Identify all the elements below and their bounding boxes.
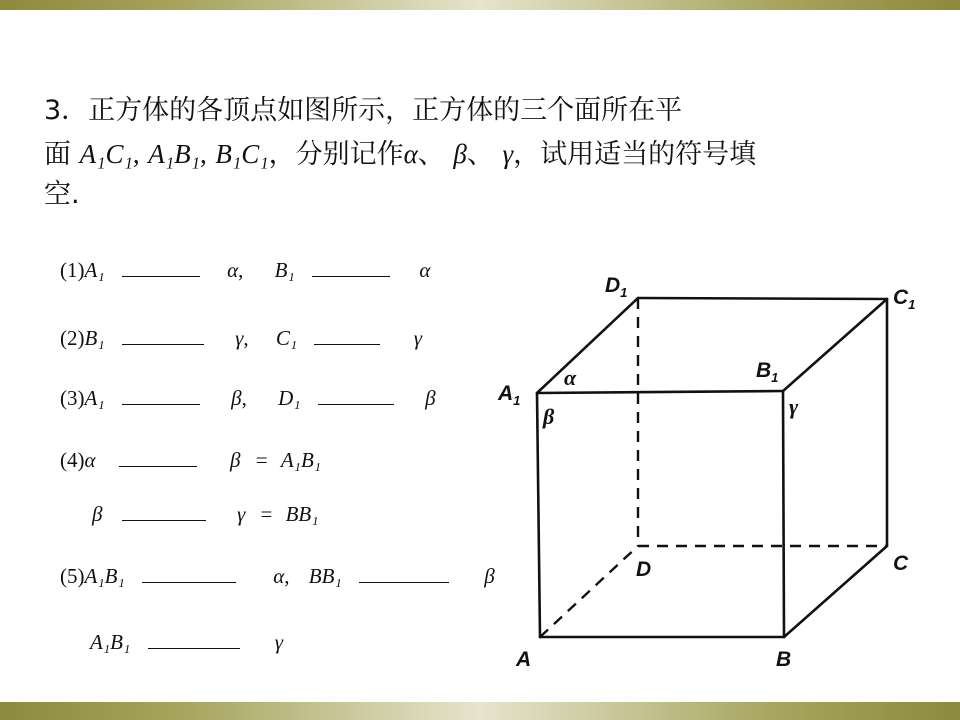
item-plane: γ (236, 502, 246, 526)
edge-b1c1 (783, 299, 887, 391)
item-term: D₁ (278, 386, 301, 410)
item-term: A₁B₁ (90, 630, 131, 654)
separator-1: 、 (417, 139, 445, 170)
face-b1c1: B₁C₁ (215, 139, 269, 169)
question-text-2b: ，分别记作 (268, 139, 404, 170)
item-sep: , (243, 326, 249, 350)
vertex-label-a: A (516, 648, 532, 671)
item-tag: (3) (60, 386, 85, 410)
separator-2: 、 (466, 139, 494, 170)
item-plane: β (231, 386, 242, 410)
edge-b1b (783, 391, 784, 637)
item-term: β (92, 502, 103, 526)
item-tag: (5) (60, 564, 85, 588)
item-tag: (4) (60, 448, 85, 472)
item-plane: β (484, 564, 495, 588)
greek-gamma: γ (502, 139, 514, 169)
face-label-gamma: γ (789, 394, 799, 419)
vertex-label-d: D (636, 558, 652, 581)
item-term: B₁ (274, 258, 295, 282)
edge-d1c1 (638, 298, 887, 299)
face-label-alpha: α (564, 365, 577, 390)
cube-hidden-edges (540, 298, 887, 637)
item-plane: β (230, 448, 241, 472)
edge-a1b1 (537, 391, 783, 393)
item-term: BB₁ (308, 564, 342, 588)
item-line: A₁B₁ (280, 448, 322, 472)
item-term: α (84, 448, 96, 472)
question-line-2: 面 A₁C₁, A₁B₁, B₁C₁，分别记作α、 β、 γ，试用适当的符号填 (44, 139, 757, 170)
item-plane: γ (413, 326, 423, 350)
item-term: B₁ (84, 326, 105, 350)
question-number: 3． (44, 95, 89, 126)
item-sep: , (284, 564, 290, 588)
item-plane: γ (235, 326, 244, 350)
item-sep: , (238, 258, 244, 282)
item-term: A₁ (84, 386, 105, 410)
vertex-label-a1: $A_1$ (498, 382, 521, 408)
item-term: C₁ (275, 326, 298, 350)
greek-beta: β (453, 139, 467, 169)
vertex-label-b1: $B_1$ (756, 359, 779, 385)
item-plane: α (273, 564, 285, 588)
item-equals: = (255, 448, 268, 472)
face-a1b1: A₁B₁ (148, 139, 200, 169)
face-label-beta: β (543, 404, 555, 429)
face-a1c1: A₁C₁ (79, 139, 133, 169)
item-plane: γ (274, 630, 284, 654)
question-text-2c: ，试用适当的符号填 (513, 139, 757, 170)
question-text-2a: 面 (44, 139, 71, 170)
item-equals: = (260, 502, 273, 526)
item-tag: (2) (60, 326, 85, 350)
vertex-label-b: B (776, 648, 792, 671)
edge-a1a (537, 393, 540, 637)
item-plane: α (227, 258, 239, 282)
edge-bc (784, 546, 887, 637)
edge-ad-hidden (540, 546, 638, 637)
vertex-label-c1: $C_1$ (893, 286, 916, 312)
cube-edges (537, 298, 887, 637)
item-tag: (1) (60, 258, 85, 282)
item-sep: , (241, 386, 247, 410)
item-plane: β (425, 386, 436, 410)
item-term: A₁ (84, 258, 105, 282)
question-text-3: 空. (44, 179, 80, 210)
greek-alpha: α (403, 139, 418, 169)
question-text-1: 正方体的各顶点如图所示，正方体的三个面所在平 (88, 95, 683, 126)
item-plane: α (419, 258, 431, 282)
item-line: BB₁ (285, 502, 319, 526)
edge-a1d1 (537, 298, 638, 393)
vertex-label-c: C (893, 552, 909, 575)
item-term: A₁B₁ (84, 564, 125, 588)
vertex-label-d1: $D_1$ (605, 274, 628, 300)
